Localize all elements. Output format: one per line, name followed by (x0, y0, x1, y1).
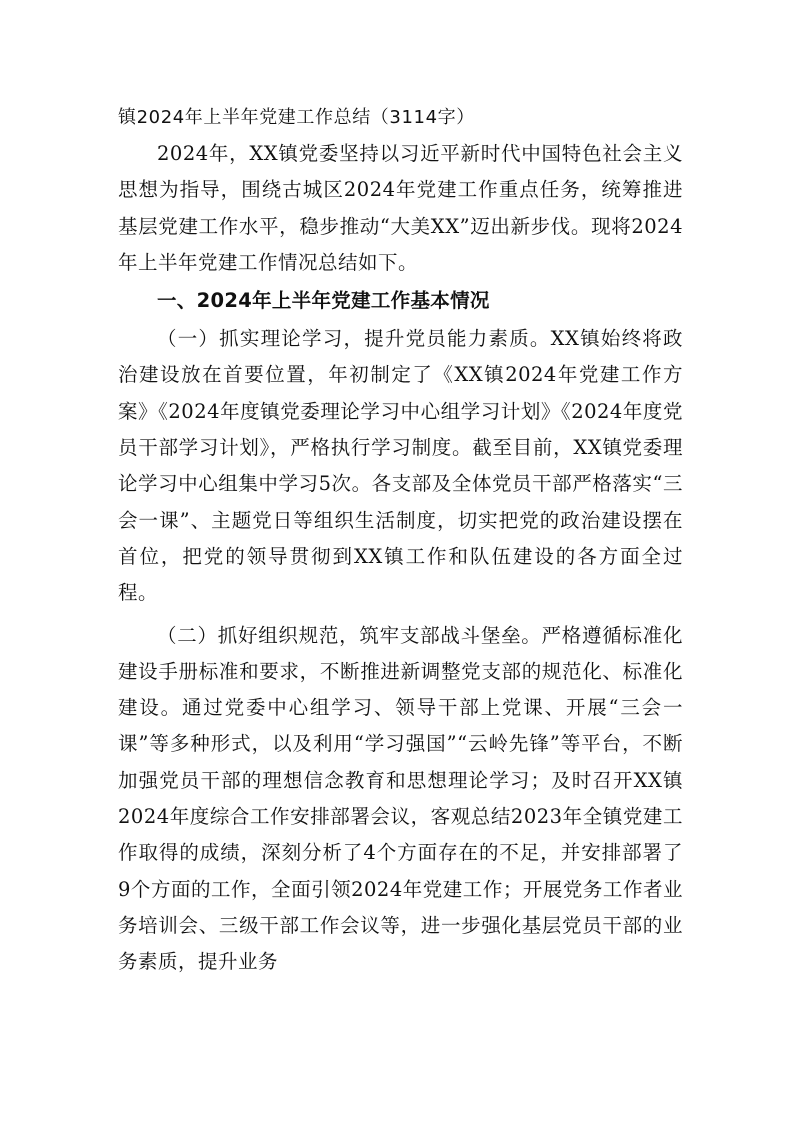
section-heading: 一、2024年上半年党建工作基本情况 (157, 289, 490, 313)
document-title: 镇2024年上半年党建工作总结（3114字） (118, 107, 475, 128)
body-paragraph: （一）抓实理论学习，提升党员能力素质。XX镇始终将政治建设放在首要位置，年初制定了《XX镇2024年党建工作方案》《2024年度镇党委理论学习中心组学习计划》《2024年度党员干部学习计划》，严格执行学习制度。截至目前，XX镇党委理论学习中心组集中学习5次。各支部及全体党员干部严格落实“三会一课”、主题党日等组织生活制度，切实把党的政治建设摆在首位，把党的领导贯彻到XX镇工作和队伍建设的各方面全过程。 (118, 327, 683, 605)
document-page (118, 100, 683, 981)
body-paragraph: （二）抓好组织规范，筑牢支部战斗堡垒。严格遵循标准化建设手册标准和要求，不断推进新调整党支部的规范化、标准化建设。通过党委中心组学习、领导干部上党课、开展“三会一课”等多种形式，以及利用“学习强国”“云岭先锋”等平台，不断加强党员干部的理想信念教育和思想理论学习；及时召开XX镇2024年度综合工作安排部署会议，客观总结2023年全镇党建工作取得的成绩，深刻分析了4个方面存在的不足，并安排部署了9个方面的工作，全面引领2024年党建工作；开展党务工作者业务培训会、三级干部工作会议等，进一步强化基层党员干部的业务素质，提升业务 (118, 623, 683, 974)
intro-paragraph: 2024年，XX镇党委坚持以习近平新时代中国特色社会主义思想为指导，围绕古城区2024年党建工作重点任务，统筹推进基层党建工作水平，稳步推动“大美XX”迈出新步伐。现将2024年上半年党建工作情况总结如下。 (118, 142, 683, 274)
